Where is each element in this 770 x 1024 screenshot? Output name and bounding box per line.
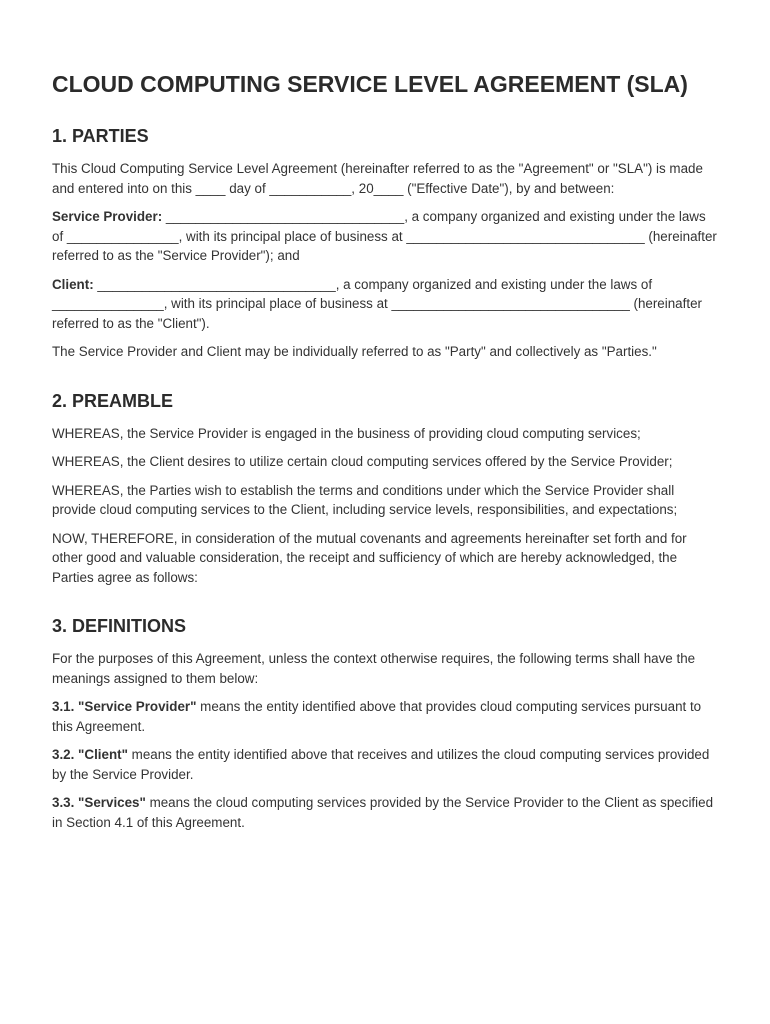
definition-term: 3.3. "Services" bbox=[52, 795, 146, 810]
parties-closing: The Service Provider and Client may be individually referred to as "Party" and collectively as "Parties." bbox=[52, 344, 657, 359]
preamble-whereas-3: WHEREAS, the Parties wish to establish the terms and conditions under which the Service Provider shall provide cloud computing services to the Client, including service levels, responsibilities, and expectations; bbox=[52, 482, 678, 517]
service-provider-label: Service Provider: bbox=[52, 209, 163, 224]
definition-client bbox=[52, 745, 718, 784]
section-heading-parties: 1. PARTIES bbox=[52, 126, 149, 146]
service-provider-text: ________________________________, a company organized and existing under the laws of _______________, with its principal place of business at ________________________________ (hereinafter referred to as the "Service Provider"); and bbox=[52, 209, 717, 263]
service-provider-clause bbox=[52, 207, 718, 266]
definition-term: 3.1. "Service Provider" bbox=[52, 699, 197, 714]
definition-text: means the entity identified above that receives and utilizes the cloud computing services provided by the Service Provider. bbox=[52, 747, 710, 782]
section-heading-preamble: 2. PREAMBLE bbox=[52, 390, 174, 411]
definition-text: means the entity identified above that provides cloud computing services pursuant to this Agreement. bbox=[52, 699, 702, 734]
definition-service-provider bbox=[52, 697, 718, 736]
section-heading-definitions: 3. DEFINITIONS bbox=[52, 616, 187, 636]
definition-term: 3.2. "Client" bbox=[52, 747, 128, 762]
definition-text: means the cloud computing services provided by the Service Provider to the Client as specified in Section 4.1 of this Agreement. bbox=[52, 795, 714, 830]
definition-services bbox=[52, 793, 718, 832]
preamble-whereas-1: WHEREAS, the Service Provider is engaged in the business of providing cloud computing services; bbox=[52, 425, 641, 441]
client-label: Client: bbox=[52, 276, 94, 292]
client-clause bbox=[52, 275, 718, 334]
definitions-intro: For the purposes of this Agreement, unless the context otherwise requires, the following terms shall have the meanings assigned to them below: bbox=[52, 651, 696, 686]
document-title: CLOUD COMPUTING SERVICE LEVEL AGREEMENT (SLA) bbox=[52, 71, 688, 97]
client-text: ________________________________, a company organized and existing under the laws of _______________, with its principal place of business at ________________________________ (hereinafter referred to as the "Client"). bbox=[52, 276, 702, 331]
preamble-now-therefore: NOW, THEREFORE, in consideration of the mutual covenants and agreements hereinafter set forth and for other good and valuable consideration, the receipt and sufficiency of which are hereby acknowledged, the Parties agree as follows: bbox=[52, 530, 687, 585]
parties-intro: This Cloud Computing Service Level Agreement (hereinafter referred to as the "Agreement" or "SLA") is made and entered into on this ____ day of ___________, 20____ ("Effective Date"), by and between: bbox=[52, 161, 703, 196]
preamble-whereas-2: WHEREAS, the Client desires to utilize certain cloud computing services offered by the Service Provider; bbox=[52, 454, 673, 469]
